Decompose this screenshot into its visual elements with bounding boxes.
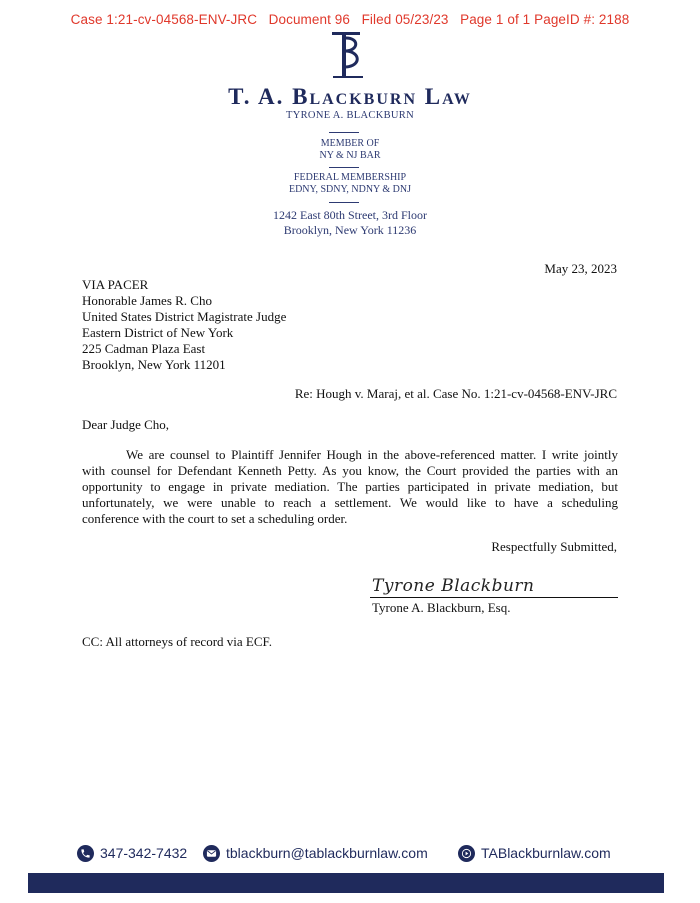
website-url: TABlackburnlaw.com [481,845,611,861]
recipient-line: United States District Magistrate Judge [82,309,287,324]
court-filing-header: Case 1:21-cv-04568-ENV-JRC Document 96 Filed 05/23/23 Page 1 of 1 PageID #: 2188 [70,12,630,27]
divider [329,132,359,133]
divider [329,202,359,203]
web-icon [458,845,475,862]
recipient-line: Eastern District of New York [82,325,234,340]
logo-underline [333,76,363,78]
recipient-line: 225 Cadman Plaza East [82,341,206,356]
footer-bar [28,873,664,893]
cc-line: CC: All attorneys of record via ECF. [82,634,272,649]
phone-number: 347-342-7432 [100,845,188,861]
phone-icon [77,845,94,862]
body-line: conference with the court to set a scheduling order. [82,511,348,526]
body-line: with counsel for Defendant Kenneth Petty. As you know, the Court provided the parties with an [82,463,618,478]
divider [329,167,359,168]
signer-name: Tyrone A. Blackburn, Esq. [372,600,511,615]
firm-monogram-logo [329,30,363,80]
federal-districts: EDNY, SDNY, NDNY & DNJ [288,184,412,195]
email-address: tblackburn@tablackburnlaw.com [226,845,428,861]
member-of-label: MEMBER OF [320,138,380,149]
address-line-1: 1242 East 80th Street, 3rd Floor [273,208,427,222]
recipient-line: Brooklyn, New York 11201 [82,357,226,372]
recipient-line: VIA PACER [82,277,149,292]
body-line: We are counsel to Plaintiff Jennifer Hough in the above-referenced matter. I write jointly [126,447,618,462]
recipient-line: Honorable James R. Cho [82,293,212,308]
body-line: unfortunately, we were unable to reach a settlement. We would like to have a scheduling [82,495,618,510]
footer-email[interactable] [203,843,428,863]
signature-line [370,597,618,598]
re-line: Re: Hough v. Maraj, et al. Case No. 1:21-cv-04568-ENV-JRC [294,386,617,401]
footer-phone[interactable] [77,843,187,863]
body-line: opportunity to engage in private mediation. The parties participated in private mediation, but [82,479,618,494]
firm-name: T. A. Blackburn Law [228,84,472,109]
letter-date: May 23, 2023 [544,261,617,276]
address-line-2: Brooklyn, New York 11236 [283,223,417,237]
email-icon [203,845,220,862]
recipient-block [82,277,286,373]
attorney-name: TYRONE A. BLACKBURN [286,110,414,121]
closing: Respectfully Submitted, [491,539,617,554]
bar-membership: NY & NJ BAR [319,150,381,161]
footer-website[interactable] [458,843,611,863]
handwritten-signature: Tyrone Blackburn [372,576,535,596]
salutation: Dear Judge Cho, [82,417,170,432]
body-paragraph [82,447,618,527]
federal-membership-label: FEDERAL MEMBERSHIP [293,172,407,183]
